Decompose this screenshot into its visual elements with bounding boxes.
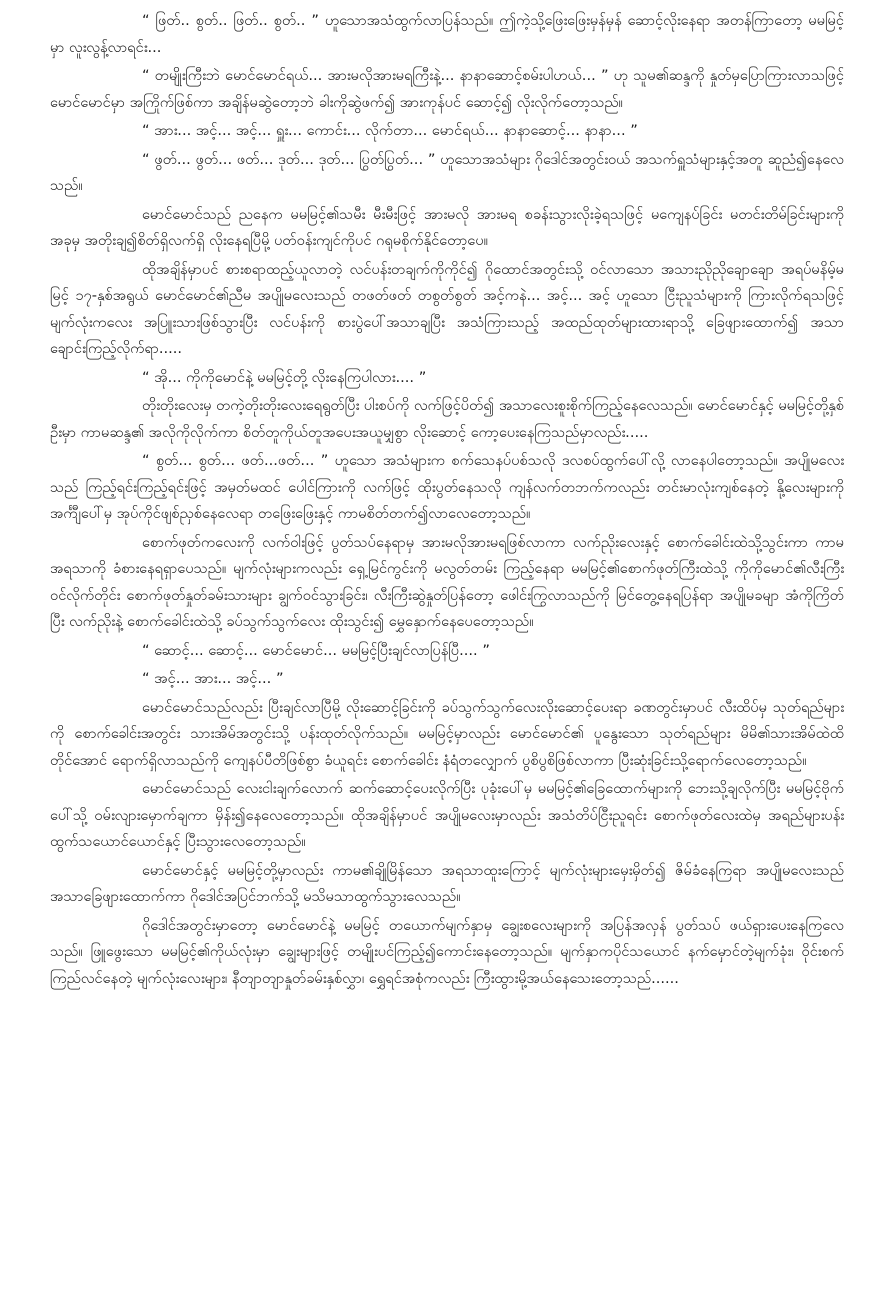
paragraph-14: မောင်မောင်သည် လေးငါးချက်လောက် ဆက်ဆောင့်ပေးလိုက်ပြီး ပုခုံးပေါ်မှ မမမြင့်၏ခြေထောက်များကို ဘေးသို့ချလိုက်ပြီး မမမြင့်ဗိုက်ပေါ်သို့ ဝမ်းလျားမှောက်ချကာ မှိန်း၍နေလေတော့သည်။ ထိုအချိန်မှာပင် အပျိုမလေးမှာလည်း အသံတိပ်ငြီးညူရင်း စောက်ဖုတ်လေးထဲမှ အရည်များပန်းထွက်သယောင်ယောင်နှင့် ပြီးသွားလေတော့သည်။ [50, 780, 844, 850]
paragraph-2: “ တမျိုးကြီးဘဲ မောင်မောင်ရယ်... အားမလိုအားမရကြီးနဲ့... နာနာဆောင့်စမ်းပါဟယ်... ” ဟု သူမ၏ဆန္ဒကို နှုတ်မှပြောကြားလာသဖြင့် မောင်မောင်မှာ အကြိုက်ဖြစ်ကာ အချိန်မဆွဲတော့ဘဲ ခါးကိုဆွဲဖက်၍ အားကုန်ပင် ဆောင့်၍ လိုးလိုက်တော့သည်။ [50, 67, 844, 111]
paragraph-4: “ ဖွတ်... ဖွတ်... ဖတ်... ဒုတ်... ဒုတ်... ပြွတ်ပြွတ်... ” ဟူသောအသံများ ဂိုဒေါင်အတွင်းဝယ် အသက်ရှူသံများနှင့်အတူ ဆူညံ၍နေလေသည်။ [50, 150, 844, 194]
paragraph-16: ဂိုဒေါင်အတွင်းမှာတော့ မောင်မောင်နဲ့ မမမြင့် တယောက်မျက်နှာမှ ချွေးစလေးများကို အပြန်အလှန် ပွတ်သပ် ဖယ်ရှားပေးနေကြလေသည်။ ဖြူဖွေးသော မမမြင့်၏ကိုယ်လုံးမှာ ချွေးများဖြင့် တမျိုးပင်ကြည့်၍ကောင်းနေတော့သည်။ မျက်နှာကပိုင်သယောင် နက်မှောင်တဲ့မျက်ခုံး၊ ဝိုင်းစက်ကြည်လင်နေတဲ့ မျက်လုံးလေးများ၊ နီတျာတျာနှုတ်ခမ်းနှစ်လွှာ၊ ရွှေရင်အစုံကလည်း ကြီးထွားမို့အယ်နေသေးတော့သည်...... [50, 916, 844, 987]
paragraph-11: “ ဆောင့်... ဆောင့်... မောင်မောင်... မမမြင့်ပြီးချင်လာပြန်ပြီ.... ” [142, 641, 490, 659]
paragraph-13: မောင်မောင်သည်လည်း ပြီးချင်လာပြီမို့ လိုးဆောင့်ခြင်းကို ခပ်သွက်သွက်လေးလိုးဆောင့်ပေးရာ ခဏတွင်းမှာပင် လီးထိပ်မှ သုတ်ရည်များကို စောက်ခေါင်းအတွင်း သားအိမ်အတွင်းသို့ ပန်းထုတ်လိုက်သည်။ မမမြင့်မှာလည်း မောင်မောင်၏ ပူနွေးသော သုတ်ရည်များ မိမိ၏သားအိမ်ထဲထိတိုင်အောင် ရောက်ရှိလာသည်ကို ကျေနပ်ပီတိဖြစ်စွာ ခံယူရင်း စောက်ခေါင်း နံရံတလျှောက် ပွစိပွစိဖြစ်လာကာ ပြီးဆုံးခြင်းသို့ရောက်လေတော့သည်။ [50, 698, 844, 769]
paragraph-15: မောင်မောင်နှင့် မမမြင့်တို့မှာလည်း ကာမ၏ချိုမြိန်သော အရသာထူးကြောင့် မျက်လုံးများမှေးမှိတ်၍ ဇိမ်ခံနေကြရာ အပျိုမလေးသည် အသာခြေဖျားထောက်ကာ ဂိုဒေါင်အပြင်ဘက်သို့ မသိမသာထွက်သွားလေသည်။ [50, 861, 844, 905]
paragraph-6: ထိုအချိန်မှာပင် စားစရာထည့်ယူလာတဲ့ လင်ပန်းတချက်ကိုကိုင်၍ ဂိုထောင်အတွင်းသို့ ဝင်လာသော အသားညိုညိုချောချော အရပ်မနိမ့်မမြင့် ၁၇-နှစ်အရွယ် မောင်မောင်၏ညီမ အပျိုမလေးသည် တဖတ်ဖတ် တစွတ်စွတ် အင့်ကနဲ... အင့်... အင့် ဟူသော ငြီးညူသံများကို ကြားလိုက်ရသဖြင့် မျက်လုံးကလေး အပြူးသားဖြစ်သွားပြီး လင်ပန်းကို စားပွဲပေါ်အသာချပြီး အသံကြားသည့် အထည်ထုတ်များထားရာသို့ ခြေဖျားထောက်၍ အသာချောင်းကြည့်လိုက်ရာ..... [50, 260, 844, 357]
paragraph-10: စောက်ဖုတ်ကလေးကို လက်ဝါးဖြင့် ပွတ်သပ်နေရာမှ အားမလိုအားမရဖြစ်လာကာ လက်ညိုးလေးနှင့် စောက်ခေါင်းထဲသို့သွင်းကာ ကာမအရသာကို ခံစားနေရရှာပေသည်။ မျက်လုံးများကလည်း ရှေ့မြင်ကွင်းကို မလွတ်တမ်း ကြည့်နေရာ မမမြင့်၏စောက်ဖုတ်ကြီးထဲသို့ ကိုကိုမောင်၏လီးကြီးဝင်လိုက်တိုင်း စောက်ဖုတ်နှုတ်ခမ်းသားများ ချွက်ဝင်သွားခြင်း၊ လီးကြီးဆွဲနှုတ်ပြန်တော့ ဖေါင်းကြွလာသည်ကို မြင်တွေ့နေရပြန်ရာ အပျိုမခမျာ အံကိုကြိတ်ပြီး လက်ညိုးနဲ့ စောက်ခေါင်းထဲသို့ ခပ်သွက်သွက်လေး ထိုးသွင်း၍ မွှေနှောက်နေပေတော့သည်။ [50, 533, 844, 630]
paragraph-3: “ အား... အင့်... အင့်... ရှူး... ကောင်း... လိုက်တာ... မောင်ရယ်... နာနာဆောင့်... နာနာ... ” [142, 122, 638, 139]
paragraph-8: တိုးတိုးလေးမှ တကဲ့တိုးတိုးလေးရေရွတ်ပြီး ပါးစပ်ကို လက်ဖြင့်ပိတ်၍ အသာလေးစူးစိုက်ကြည့်နေလေသည်။ မောင်မောင်နှင့် မမမြင့်တို့နှစ်ဦးမှာ ကာမဆန္ဒ၏ အလိုကိုလိုက်ကာ စိတ်တူကိုယ်တူအပေးအယူမျှစွာ လိုးဆောင့် ကော့ပေးနေကြသည်မှာလည်း..... [50, 397, 844, 441]
paragraph-12: “ အင့်... အား... အင့်... ” [142, 670, 284, 687]
paragraph-1: “ ဖြတ်.. စွတ်.. ဖြတ်.. စွတ်.. ” ဟူသောအသံထွက်လာပြန်သည်။ ဤကဲ့သို့ဖြေးဖြေးမှန်မှန် ဆောင့်လိုးနေရာ အတန်ကြာတော့ မမမြင့်မှာ လူးလွန့်လာရင်း... [50, 12, 844, 56]
paragraph-9: “ စွတ်... စွတ်... ဖတ်...ဖတ်... ” ဟူသော အသံများက စက်သေနပ်ပစ်သလို ဒလစပ်ထွက်ပေါ်လို့ လာနေပါတော့သည်။ အပျိုမလေးသည် ကြည့်ရင်းကြည့်ရင်းဖြင့် အမှတ်မထင် ပေါင်ကြားကို လက်ဖြင့် ထိုးပွတ်နေသလို ကျန်လက်တဘက်ကလည်း တင်းမာလုံးကျစ်နေတဲ့ နို့လေးများကို အင်္ကျီပေါ်မှ အုပ်ကိုင်ဖျစ်ညှစ်နေလေရာ တဖြေးဖြေးနှင့် ကာမစိတ်တက်၍လာလေတော့သည်။ [50, 452, 844, 522]
paragraph-5: မောင်မောင်သည် ညနေက မမမြင့်၏သမီး မီးမီးဖြင့် အားမလို အားမရ စခန်းသွားလိုးခဲ့ရသဖြင့် မကျေနပ်ခြင်း မတင်းတိမ်ခြင်းများကို အခုမှ အတိုးချ၍စိတ်ရှိလက်ရှိ လိုးနေရပြီမို့ ပတ်ဝန်းကျင်ကိုပင် ဂရုမစိုက်နိုင်တော့ပေ။ [50, 205, 844, 249]
paragraph-7: “ အို... ကိုကိုမောင်နဲ့ မမမြင့်တို့ လိုးနေကြပါလား.... ” [142, 368, 427, 386]
